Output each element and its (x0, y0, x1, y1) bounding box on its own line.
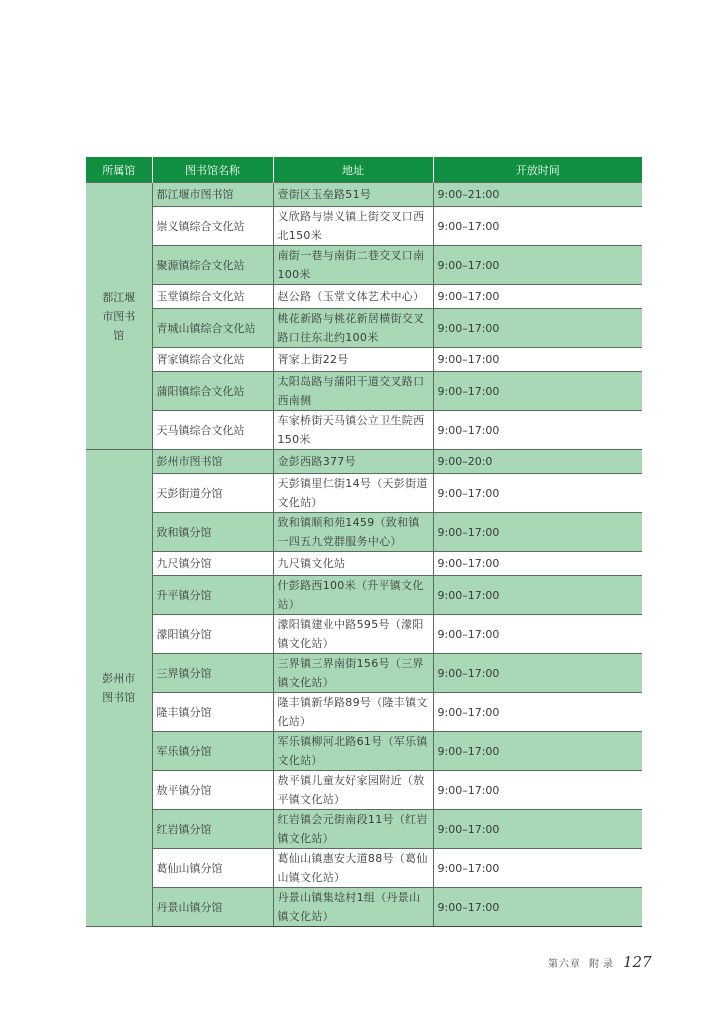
header-address: 地址 (273, 157, 433, 183)
library-name-cell: 玉堂镇综合文化站 (152, 285, 273, 309)
library-name-cell: 濛阳镇分馆 (152, 615, 273, 654)
footer-section: 附录 (589, 959, 617, 970)
table-row (86, 654, 642, 693)
library-name-cell: 致和镇分馆 (152, 513, 273, 552)
table-row (86, 576, 642, 615)
table-body (86, 183, 642, 927)
opening-hours-cell: 9:00–17:00 (433, 654, 642, 693)
table-header-row (86, 157, 642, 183)
address-cell: 车家桥街天马镇公立卫生院西150米 (273, 411, 433, 450)
opening-hours-cell: 9:00–17:00 (433, 474, 642, 513)
group-name-cell (86, 183, 152, 450)
address-cell: 天彭镇里仁街14号（天彭街道文化站） (273, 474, 433, 513)
table-row (86, 693, 642, 732)
address-cell: 军乐镇柳河北路61号（军乐镇文化站） (273, 732, 433, 771)
opening-hours-cell: 9:00–17:00 (433, 552, 642, 576)
library-name-cell: 葛仙山镇分馆 (152, 849, 273, 888)
table-row (86, 411, 642, 450)
header-library-name: 图书馆名称 (152, 157, 273, 183)
opening-hours-cell: 9:00–17:00 (433, 849, 642, 888)
opening-hours-cell: 9:00–17:00 (433, 309, 642, 348)
header-affiliation: 所属馆 (86, 157, 152, 183)
header-opening-hours: 开放时间 (433, 157, 642, 183)
table-row (86, 474, 642, 513)
opening-hours-cell: 9:00–17:00 (433, 411, 642, 450)
address-cell: 隆丰镇新华路89号（隆丰镇文化站） (273, 693, 433, 732)
library-table (86, 157, 642, 927)
library-name-cell: 敖平镇分馆 (152, 771, 273, 810)
library-name-cell: 胥家镇综合文化站 (152, 348, 273, 372)
opening-hours-cell: 9:00–17:00 (433, 888, 642, 927)
table-row (86, 348, 642, 372)
table-row (86, 552, 642, 576)
table-row (86, 285, 642, 309)
opening-hours-cell: 9:00–21:00 (433, 183, 642, 207)
library-name-cell: 蒲阳镇综合文化站 (152, 372, 273, 411)
address-cell: 南街一巷与南街二巷交叉口南100米 (273, 246, 433, 285)
page-number: 127 (623, 953, 652, 971)
address-cell: 胥家上街22号 (273, 348, 433, 372)
library-name-cell: 天马镇综合文化站 (152, 411, 273, 450)
table-row (86, 183, 642, 207)
library-name-cell: 天彭街道分馆 (152, 474, 273, 513)
address-cell: 丹景山镇集埝村1组（丹景山镇文化站） (273, 888, 433, 927)
table-row (86, 450, 642, 474)
table-row (86, 849, 642, 888)
table-row (86, 888, 642, 927)
address-cell: 三界镇三界南街156号（三界镇文化站） (273, 654, 433, 693)
library-name-cell: 崇义镇综合文化站 (152, 207, 273, 246)
address-cell: 致和镇顺和苑1459（致和镇一四五九党群服务中心） (273, 513, 433, 552)
opening-hours-cell: 9:00–17:00 (433, 615, 642, 654)
address-cell: 敖平镇儿童友好家园附近（敖平镇文化站） (273, 771, 433, 810)
library-name-cell: 九尺镇分馆 (152, 552, 273, 576)
opening-hours-cell: 9:00–17:00 (433, 576, 642, 615)
library-name-cell: 三界镇分馆 (152, 654, 273, 693)
table-row (86, 309, 642, 348)
address-cell: 太阳岛路与蒲阳干道交叉路口西南侧 (273, 372, 433, 411)
opening-hours-cell: 9:00–17:00 (433, 810, 642, 849)
address-cell: 金彭西路377号 (273, 450, 433, 474)
opening-hours-cell: 9:00–17:00 (433, 693, 642, 732)
table-row (86, 732, 642, 771)
library-name-cell: 聚源镇综合文化站 (152, 246, 273, 285)
library-name-cell: 军乐镇分馆 (152, 732, 273, 771)
group-name: 彭州市图书馆 (102, 672, 136, 704)
table-row (86, 513, 642, 552)
library-name-cell: 都江堰市图书馆 (152, 183, 273, 207)
opening-hours-cell: 9:00–17:00 (433, 771, 642, 810)
group-name: 都江堰市图书馆 (102, 290, 136, 342)
table-row (86, 207, 642, 246)
group-name-cell (86, 450, 152, 927)
opening-hours-cell: 9:00–17:00 (433, 348, 642, 372)
address-cell: 壹街区玉垒路51号 (273, 183, 433, 207)
address-cell: 葛仙山镇惠安大道88号（葛仙山镇文化站） (273, 849, 433, 888)
address-cell: 九尺镇文化站 (273, 552, 433, 576)
opening-hours-cell: 9:00–17:00 (433, 207, 642, 246)
opening-hours-cell: 9:00–17:00 (433, 285, 642, 309)
address-cell: 濛阳镇建业中路595号（濛阳镇文化站） (273, 615, 433, 654)
address-cell: 赵公路（玉堂文体艺术中心） (273, 285, 433, 309)
footer-chapter: 第六章 (548, 959, 581, 970)
address-cell: 桃花新路与桃花新居横街交叉路口往东北约100米 (273, 309, 433, 348)
address-cell: 义欣路与崇义镇上街交叉口西北150米 (273, 207, 433, 246)
table-row (86, 615, 642, 654)
library-name-cell: 升平镇分馆 (152, 576, 273, 615)
library-name-cell: 彭州市图书馆 (152, 450, 273, 474)
page-footer (548, 953, 652, 971)
opening-hours-cell: 9:00–17:00 (433, 732, 642, 771)
table-row (86, 771, 642, 810)
opening-hours-cell: 9:00–17:00 (433, 372, 642, 411)
library-name-cell: 青城山镇综合文化站 (152, 309, 273, 348)
address-cell: 红岩镇会元街南段11号（红岩镇文化站） (273, 810, 433, 849)
opening-hours-cell: 9:00–17:00 (433, 513, 642, 552)
library-name-cell: 丹景山镇分馆 (152, 888, 273, 927)
opening-hours-cell: 9:00–17:00 (433, 246, 642, 285)
table-row (86, 810, 642, 849)
library-name-cell: 隆丰镇分馆 (152, 693, 273, 732)
table-row (86, 372, 642, 411)
library-name-cell: 红岩镇分馆 (152, 810, 273, 849)
table-row (86, 246, 642, 285)
address-cell: 什彭路西100米（升平镇文化站） (273, 576, 433, 615)
opening-hours-cell: 9:00–20:0 (433, 450, 642, 474)
